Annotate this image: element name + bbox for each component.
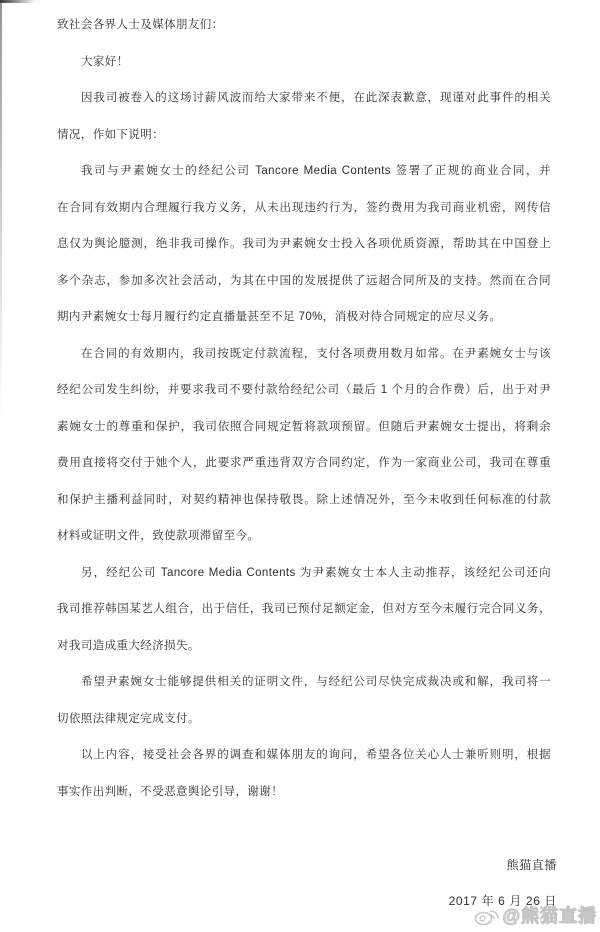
paragraph-line: 事实作出判断，不受恶意舆论引导，谢谢！ — [57, 785, 284, 798]
paragraph-line: 期内尹素婉女士每月履行约定直播量甚至不足 70%，消极对待合同规定的应尽义务。 — [57, 311, 502, 323]
paragraph-line: 多个杂志，参加多次社会活动，为其在中国的发展提供了远超合同所及的支持。然而在合同 — [57, 274, 551, 287]
paragraph-line: 在合同的有效期内，我司按既定付款流程，支付各项费用数月如常。在尹素婉女士与该 — [81, 347, 551, 360]
paragraph-line: 息仅为舆论臆测，绝非我司操作。我司为尹素婉女士投入各项优质资源，帮助其在中国登上 — [57, 238, 551, 250]
paragraph-line: 材料或证明文件，致使款项滞留至今。 — [57, 530, 260, 542]
paragraph-line: 情况，作如下说明： — [57, 128, 165, 141]
document-body — [57, 7, 551, 810]
weibo-watermark — [474, 902, 597, 928]
paragraph-line: 另，经纪公司 Tancore Media Contents 为尹素婉女士本人主动推荐，该经纪公司还向 — [81, 566, 551, 579]
signature-date: 2017 年 6 月 26 日 — [448, 894, 557, 908]
paragraph-line: 切依照法律规定完成支付。 — [57, 712, 200, 725]
paragraph-line: 以上内容，接受社会各界的调查和媒体朋友的询问，希望各位关心人士兼听则明，根据 — [81, 749, 551, 761]
paragraph-line: 经纪公司发生纠纷，并要求我司不要付款给经纪公司（最后 1 个月的合作费）后，出于对尹 — [57, 384, 551, 396]
paragraph-line: 素婉女士的尊重和保护，我司依照合同规定暂将款项预留。但随后尹素婉女士提出，将剩余 — [57, 420, 551, 433]
weibo-icon — [474, 904, 500, 926]
signature: 熊猫直播 — [506, 857, 557, 872]
paragraph-line: 在合同有效期内合理履行我方义务，从未出现违约行为，签约费用为我司商业机密，网传信 — [57, 201, 551, 214]
paragraph-line: 大家好！ — [81, 55, 129, 68]
scan-artifact-top-edge — [0, 0, 36, 3]
paragraph-line: 费用直接将交付于她个人，此要求严重违背双方合同约定，作为一家商业公司，我司在尊重 — [57, 457, 551, 469]
paragraph-line: 因我司被卷入的这场讨薪风波而给大家带来不便，在此深表歉意，现谨对此事件的相关 — [81, 92, 551, 104]
paragraph-line: 和保护主播利益同时，对契约精神也保持敬畏。除上述情况外，至今未收到任何标准的付款 — [57, 493, 551, 506]
paragraph-line: 希望尹素婉女士能够提供相关的证明文件，与经纪公司尽快完成裁决或和解，我司将一 — [81, 676, 551, 688]
watermark-text: @熊猫直播 — [502, 906, 597, 926]
paragraph-line: 致社会各界人士及媒体朋友们： — [57, 19, 224, 31]
scan-artifact-left-edge — [0, 0, 2, 420]
paragraph-line: 我司与尹素婉女士的经纪公司 Tancore Media Contents 签署了正规的商业合同，并 — [81, 165, 551, 177]
paragraph-line: 对我司造成重大经济损失。 — [57, 639, 200, 652]
paragraph-line: 我司推荐韩国某艺人组合，出于信任，我司已预付足额定金，但对方至今未履行完合同义务， — [57, 603, 551, 615]
